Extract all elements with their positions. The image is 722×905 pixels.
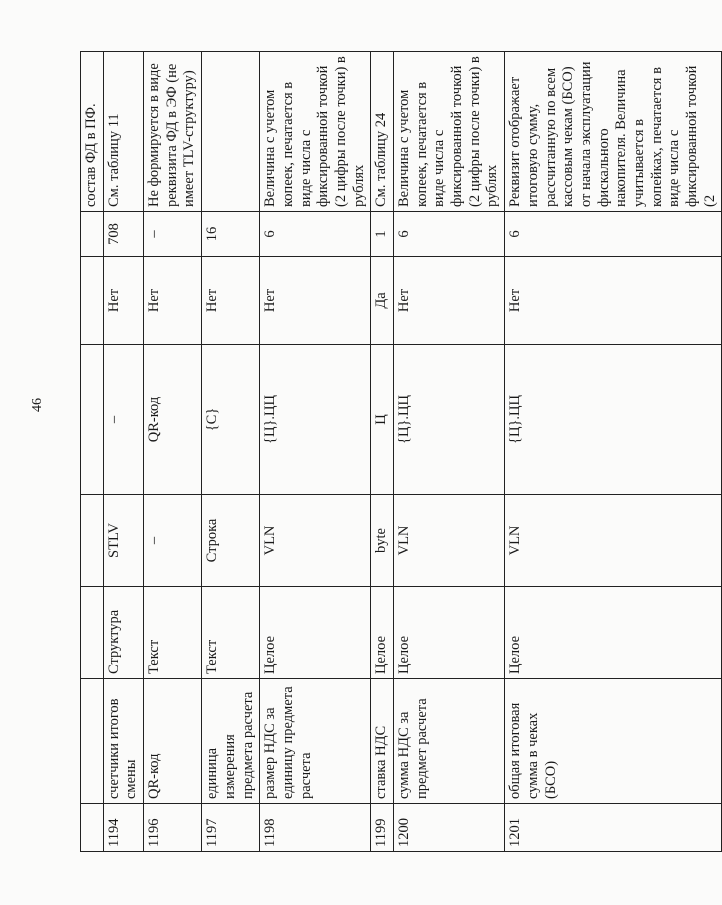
cell-code: 1198 bbox=[260, 804, 371, 852]
table-row bbox=[144, 52, 202, 852]
cell-mask: {Ц}.ЦЦ bbox=[260, 345, 371, 495]
table-row bbox=[394, 52, 505, 852]
cell-mask: – bbox=[103, 345, 143, 495]
cell-note: Не формируется в виде реквизита ФД в ЭФ (не имеет TLV-структуру) bbox=[144, 52, 202, 212]
cell-name: ставка НДС bbox=[371, 679, 394, 804]
table-row bbox=[505, 52, 722, 852]
table-row bbox=[202, 52, 260, 852]
cell-mask: {Ц}.ЦЦ bbox=[394, 345, 505, 495]
continuation-note: состав ФД в ПФ. bbox=[81, 52, 104, 212]
cell-name: общая итоговая сумма в чеках (БСО) bbox=[505, 679, 722, 804]
cell-name: единица измерения предмета расчета bbox=[202, 679, 260, 804]
cell-format: Строка bbox=[202, 495, 260, 587]
rotated-table-container bbox=[80, 52, 718, 852]
cell-length: 6 bbox=[505, 212, 722, 257]
cell-note: См. таблицу 11 bbox=[103, 52, 143, 212]
cell-type: Целое bbox=[394, 587, 505, 679]
table-row-continuation bbox=[81, 52, 104, 852]
cell-type: Целое bbox=[260, 587, 371, 679]
cell-required: Нет bbox=[202, 257, 260, 345]
cell-length: 16 bbox=[202, 212, 260, 257]
cell-code: 1197 bbox=[202, 804, 260, 852]
table-row bbox=[371, 52, 394, 852]
table-row bbox=[103, 52, 143, 852]
cell-type: Целое bbox=[505, 587, 722, 679]
cell-mask: QR-код bbox=[144, 345, 202, 495]
cell-required: Нет bbox=[260, 257, 371, 345]
cell-note bbox=[202, 52, 260, 212]
cell-code: 1199 bbox=[371, 804, 394, 852]
cell-format: VLN bbox=[394, 495, 505, 587]
cell-code: 1196 bbox=[144, 804, 202, 852]
cell-required: Да bbox=[371, 257, 394, 345]
cell-format: STLV bbox=[103, 495, 143, 587]
cell-name: счетчики итогов смены bbox=[103, 679, 143, 804]
cell-format: VLN bbox=[260, 495, 371, 587]
requisites-table bbox=[80, 51, 722, 852]
cell-note: Реквизит отображает итоговую сумму, рассчитанную по всем кассовым чекам (БСО) от начала эксплуатации фискального накопителя. Величина учитывается в копейках, печатается в виде числа с фиксированной точкой (2 bbox=[505, 52, 722, 212]
cell-code: 1201 bbox=[505, 804, 722, 852]
page-number: 46 bbox=[30, 398, 45, 412]
cell-code: 1200 bbox=[394, 804, 505, 852]
cell-type: Целое bbox=[371, 587, 394, 679]
cell-mask: Ц bbox=[371, 345, 394, 495]
cell-mask: {Ц}.ЦЦ bbox=[505, 345, 722, 495]
cell-note: Величина с учетом копеек, печатается в виде числа с фиксированной точкой (2 цифры после точки) в рублях bbox=[260, 52, 371, 212]
cell-name: сумма НДС за предмет расчета bbox=[394, 679, 505, 804]
cell-code: 1194 bbox=[103, 804, 143, 852]
table-row bbox=[260, 52, 371, 852]
cell-required: Нет bbox=[103, 257, 143, 345]
cell-name: размер НДС за единицу предмета расчета bbox=[260, 679, 371, 804]
cell-note: Величина с учетом копеек, печатается в виде числа с фиксированной точкой (2 цифры после точки) в рублях bbox=[394, 52, 505, 212]
cell-length: – bbox=[144, 212, 202, 257]
cell-format: – bbox=[144, 495, 202, 587]
cell-required: Нет bbox=[394, 257, 505, 345]
cell-length: 6 bbox=[394, 212, 505, 257]
cell-type: Текст bbox=[144, 587, 202, 679]
cell-length: 1 bbox=[371, 212, 394, 257]
cell-length: 6 bbox=[260, 212, 371, 257]
cell-length: 708 bbox=[103, 212, 143, 257]
cell-type: Текст bbox=[202, 587, 260, 679]
cell-required: Нет bbox=[505, 257, 722, 345]
cell-format: byte bbox=[371, 495, 394, 587]
cell-format: VLN bbox=[505, 495, 722, 587]
cell-required: Нет bbox=[144, 257, 202, 345]
cell-type: Структура bbox=[103, 587, 143, 679]
cell-mask: {С} bbox=[202, 345, 260, 495]
cell-name: QR-код bbox=[144, 679, 202, 804]
cell-note: См. таблицу 24 bbox=[371, 52, 394, 212]
